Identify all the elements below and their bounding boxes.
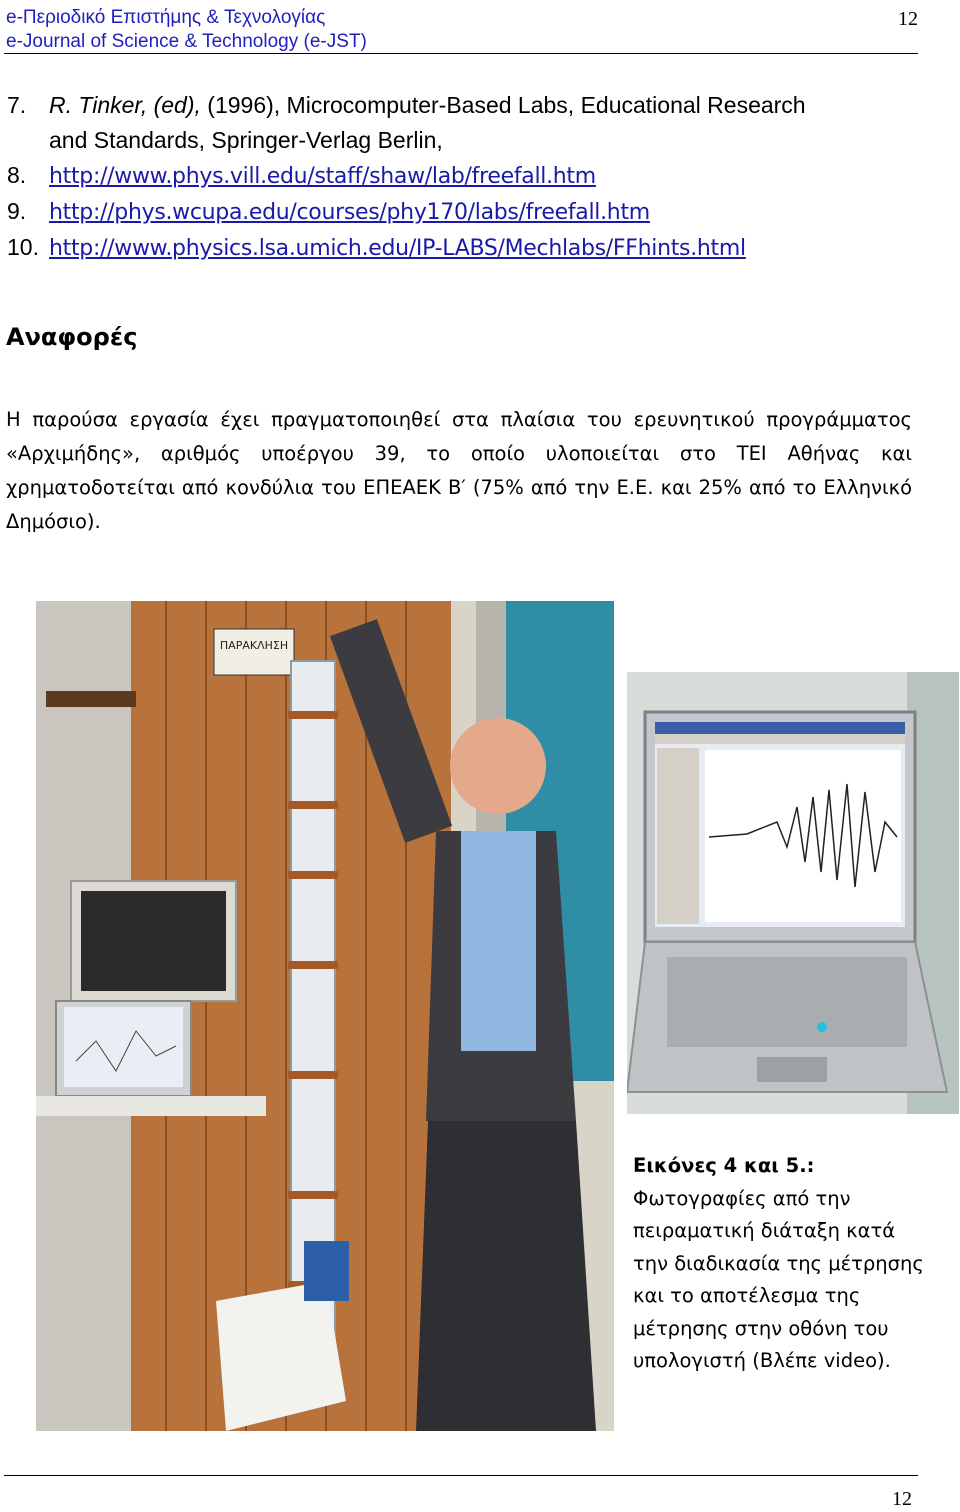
sign-text: ΠΑΡΑΚΛΗΣΗ [219, 639, 289, 652]
reference-item-7-continued [7, 123, 937, 158]
reference-author: R. Tinker, (ed), [49, 92, 201, 118]
reference-list [7, 88, 937, 266]
header-divider [4, 53, 918, 54]
reference-number: 7. [7, 92, 27, 118]
page-number-top: 12 [898, 8, 918, 30]
reference-item-9 [7, 194, 937, 230]
reference-item-8 [7, 158, 937, 194]
footer-divider [4, 1475, 918, 1476]
lab-setup-photo [36, 601, 614, 1431]
reference-number: 9. [7, 198, 27, 224]
journal-title-greek[interactable]: e-Περιοδικό Επιστήμης & Τεχνολογίας [6, 7, 326, 28]
caption-text: Φωτογραφίες από την πειραματική διάταξη κατά την διαδικασία της μέτρησης και το αποτέλεσμα της μέτρησης στην οθόνη του υπολογιστή (Βλέπε video). [633, 1186, 924, 1372]
reference-link[interactable]: http://phys.wcupa.edu/courses/phy170/labs/freefall.htm [49, 200, 650, 225]
figure-caption [633, 1150, 933, 1378]
lab-setup-illustration [36, 601, 614, 1431]
journal-title-english[interactable]: e-Journal of Science & Technology (e-JST) [6, 31, 367, 52]
laptop-graph-photo [627, 672, 959, 1114]
laptop-graph-illustration [627, 672, 959, 1114]
reference-number: 8. [7, 162, 27, 188]
page-number-bottom: 12 [892, 1488, 912, 1510]
reference-number: 10. [7, 234, 39, 260]
caption-title: Εικόνες 4 και 5.: [633, 1154, 815, 1177]
reference-item-7 [7, 88, 937, 123]
reference-text-continued: and Standards, Springer-Verlag Berlin, [49, 127, 443, 153]
acknowledgement-paragraph: Η παρούσα εργασία έχει πραγματοποιηθεί στα πλαίσια του ερευνητικού προγράμματος «Αρχιμήδης», αριθμός υποέργου 39, το οποίο υλοποιείται στο ΤΕΙ Αθήνας και χρηματοδοτείται από κονδύλια του ΕΠΕΑΕΚ Β′ (75% από την Ε.Ε. και 25% από το Ελληνικό Δημόσιο). [6, 408, 912, 533]
reference-text: (1996), Microcomputer-Based Labs, Educational Research [207, 92, 806, 118]
section-title: Αναφορές [6, 323, 138, 351]
reference-link[interactable]: http://www.physics.lsa.umich.edu/IP-LABS/Mechlabs/FFhints.html [49, 236, 746, 261]
reference-link[interactable]: http://www.phys.vill.edu/staff/shaw/lab/freefall.htm [49, 164, 596, 189]
reference-item-10 [7, 230, 937, 266]
